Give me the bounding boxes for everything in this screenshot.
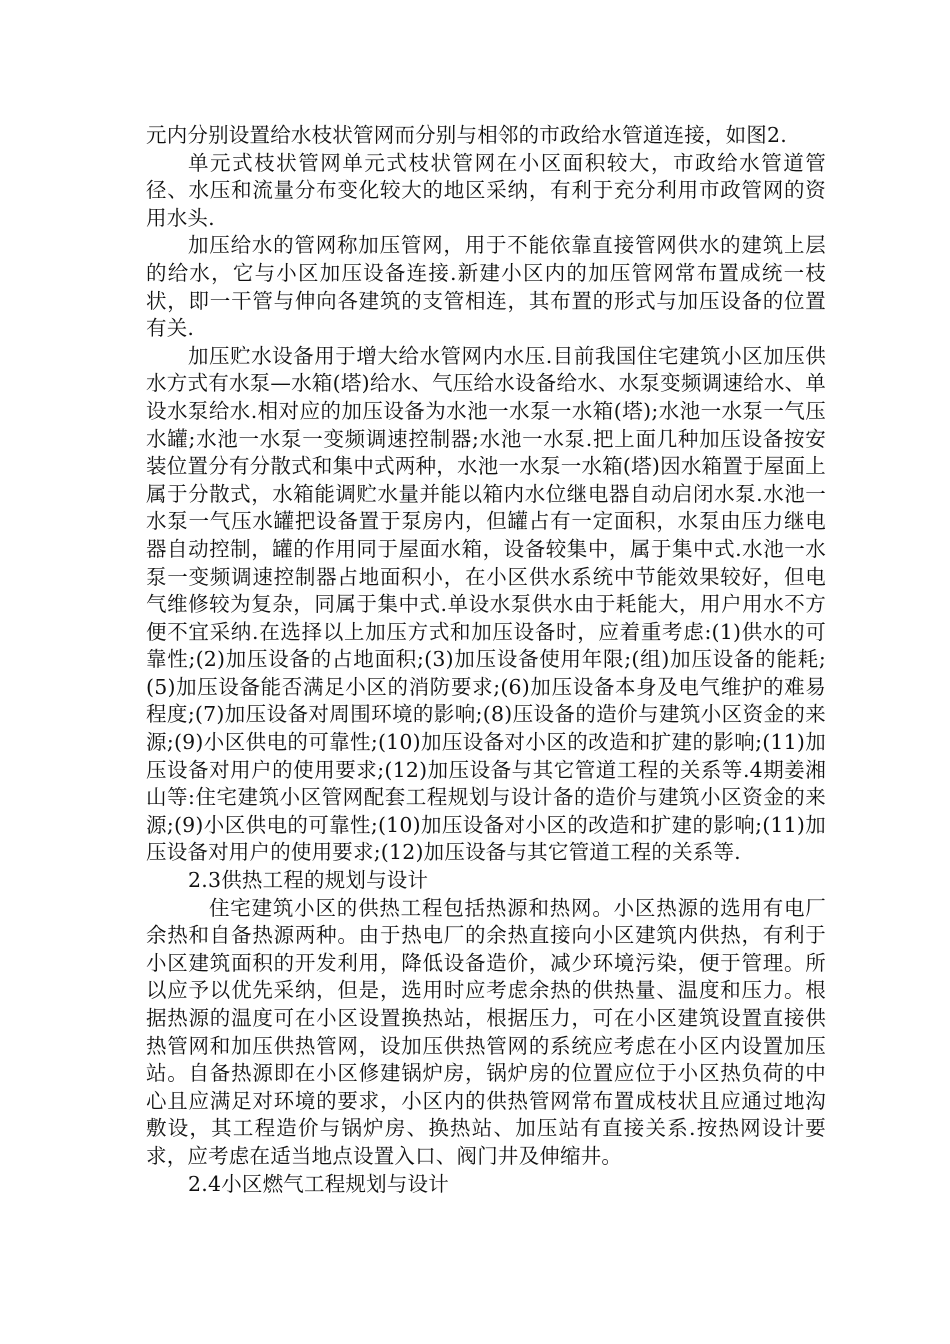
paragraph-heating-engineering: 住宅建筑小区的供热工程包括热源和热网。小区热源的选用有电厂余热和自备热源两种。由于热电厂的余热直接向小区建筑内供热，有利于小区建筑面积的开发利用，降低设备造价，减少环境污染，便于管理。所以应予以优先采纳，但是，选用时应考虑余热的供热量、温度和压力。根据热源的温度可在小区设置换热站，根据压力，可在小区建筑设置直接供热管网和加压供热管网，设加压供热管网的系统应考虑在小区内设置加压站。自备热源即在小区修建锅炉房，锅炉房的位置应位于小区热负荷的中心且应满足对环境的要求，小区内的供热管网常布置成枝状且应通过地沟敷设，其工程造价与锅炉房、换热站、加压站有直接关系.按热网设计要求，应考虑在适当地点设置入口、阀门井及伸缩井。 <box>146 895 826 1168</box>
paragraph-pressurized-storage: 加压贮水设备用于增大给水管网内水压.目前我国住宅建筑小区加压供水方式有水泵—水箱(塔)给水、气压给水设备给水、水泵变频调速给水、单设水泵给水.相对应的加压设备为水池一水泵一水箱(塔);水池一水泵一气压水罐;水池一水泵一变频调速控制器;水池一水泵.把上面几种加压设备按安装位置分有分散式和集中式两种，水池一水泵一水箱(塔)因水箱置于屋面上属于分散式，水箱能调贮水量并能以箱内水位继电器自动启闭水泵.水池一水泵一气压水罐把设备置于泵房内，但罐占有一定面积，水泵由压力继电器自动控制，罐的作用同于屋面水箱，设备较集中，属于集中式.水池一水泵一变频调速控制器占地面积小，在小区供水系统中节能效果较好，但电气维修较为复杂，同属于集中式.单设水泵供水由于耗能大，用户用水不方便不宜采纳.在选择以上加压方式和加压设备时，应着重考虑:(1)供水的可靠性;(2)加压设备的占地面积;(3)加压设备使用年限;(组)加压设备的能耗;(5)加压设备能否满足小区的消防要求;(6)加压设备本身及电气维护的难易程度;(7)加压设备对周围环境的影响;(8)压设备的造价与建筑小区资金的来源;(9)小区供电的可靠性;(10)加压设备对小区的改造和扩建的影响;(11)加压设备对用户的使用要求;(12)加压设备与其它管道工程的关系等.4期姜湘山等:住宅建筑小区管网配套工程规划与设计备的造价与建筑小区资金的来源;(9)小区供电的可靠性;(10)加压设备对小区的改造和扩建的影响;(11)加压设备对用户的使用要求;(12)加压设备与其它管道工程的关系等. <box>146 343 826 865</box>
paragraph-unit-branch-network: 单元式枝状管网单元式枝状管网在小区面积较大，市政给水管道管径、水压和流量分布变化较大的地区采纳，有利于充分利用市政管网的资用水头. <box>146 150 826 230</box>
section-heading-2-4: 2.4小区燃气工程规划与设计 <box>188 1171 449 1196</box>
document-body <box>146 122 826 1198</box>
section-heading-2-3: 2.3供热工程的规划与设计 <box>188 868 429 893</box>
paragraph-pressurized-network: 加压给水的管网称加压管网，用于不能依靠直接管网供水的建筑上层的给水，它与小区加压设备连接.新建小区内的加压管网常布置成统一枝状，即一干管与伸向各建筑的支管相连，其布置的形式与加压设备的位置有关. <box>146 233 826 341</box>
paragraph-continued: 元内分别设置给水枝状管网而分别与相邻的市政给水管道连接，如图2. <box>146 123 787 147</box>
